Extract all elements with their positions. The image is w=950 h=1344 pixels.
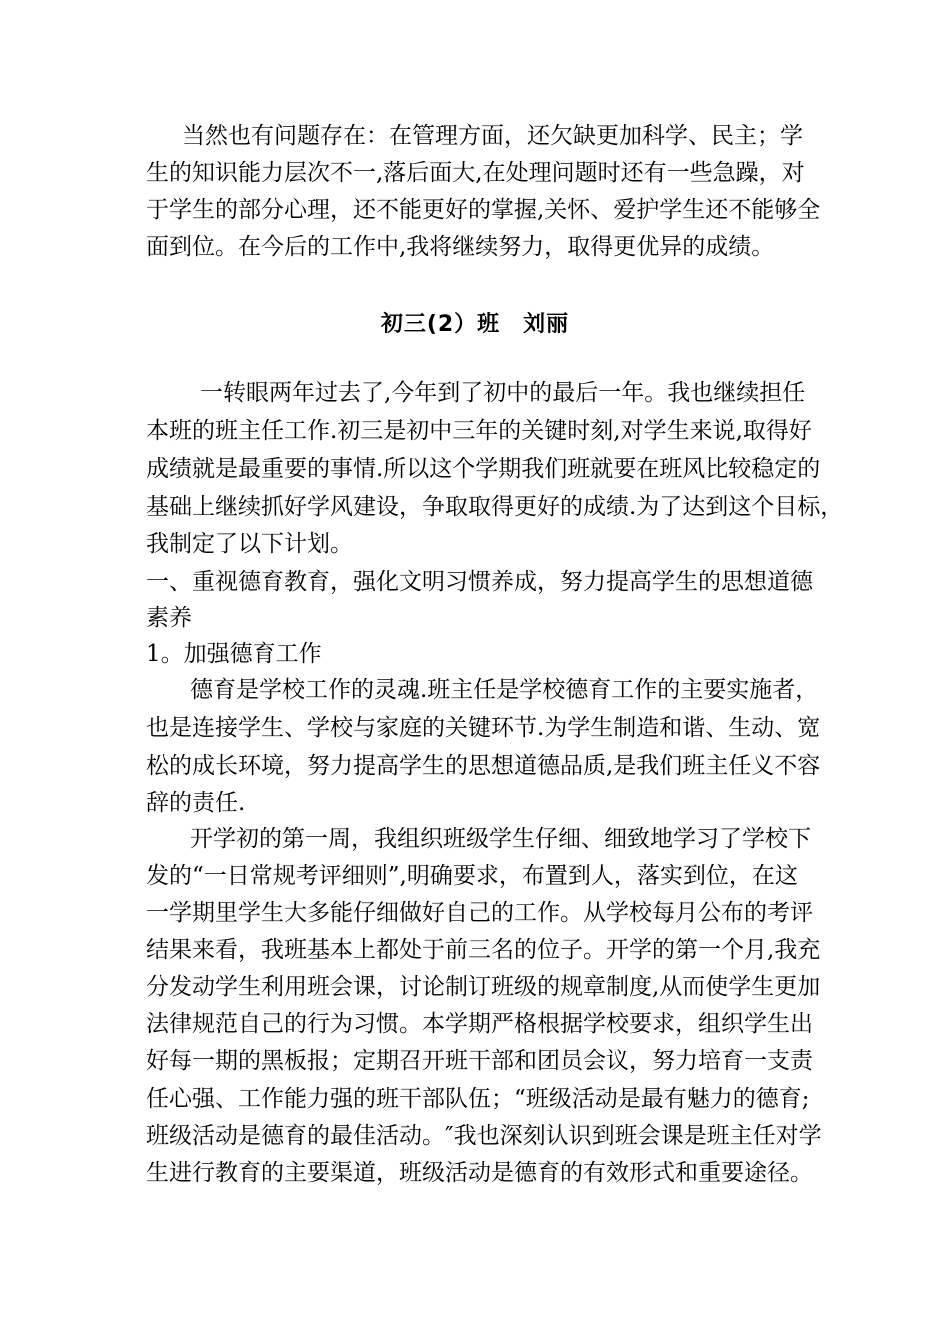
paragraph1-line: 生的知识能力层次不一,落后面大,在处理问题时还有一些急躁，对 — [146, 160, 805, 186]
paragraph2-line: 成绩就是最重要的事情.所以这个学期我们班就要在班风比较稳定的 — [146, 456, 821, 482]
paragraph3-line: 德育是学校工作的灵魂.班主任是学校德育工作的主要实施者， — [190, 677, 819, 703]
paragraph4-line: 任心强、工作能力强的班干部队伍；“班级活动是最有魅力的德育; — [146, 1086, 810, 1112]
paragraph4-line: 开学初的第一周，我组织班级学生仔细、细致地学习了学校下 — [190, 826, 811, 852]
paragraph2-line: 基础上继续抓好学风建设，争取取得更好的成绩.为了达到这个目标， — [146, 494, 844, 520]
section-title: 初三(2）班 刘丽 — [380, 312, 570, 337]
paragraph2-line: 一转眼两年过去了,今年到了初中的最后一年。我也继续担任 — [200, 380, 806, 406]
paragraph1-line: 于学生的部分心理，还不能更好的掌握,关怀、爱护学生还不能够全 — [146, 197, 821, 223]
paragraph4-line: 生进行教育的主要渠道，班级活动是德育的有效形式和重要途径。 — [146, 1160, 813, 1186]
paragraph3-line: 也是连接学生、学校与家庭的关键环节.为学生制造和谐、生动、宽 — [146, 715, 821, 741]
paragraph3-line: 辞的责任. — [146, 790, 246, 816]
subheading1: 1。加强德育工作 — [146, 641, 322, 667]
paragraph4-line: 班级活动是德育的最佳活动。″我也深刻认识到班会课是班主任对学 — [146, 1123, 822, 1149]
paragraph3-line: 松的成长环境，努力提高学生的思想道德品质,是我们班主任义不容 — [146, 753, 821, 779]
paragraph4-line: 法律规范自己的行为习惯。本学期严格根据学校要求，组织学生出 — [146, 1011, 813, 1037]
paragraph4-line: 发的“一日常规考评细则”,明确要求，布置到人，落实到位，在这 — [146, 863, 798, 889]
paragraph1-line: 当然也有问题存在：在管理方面，还欠缺更加科学、民主；学 — [182, 123, 803, 149]
paragraph2-line: 本班的班主任工作.初三是初中三年的关键时刻,对学生来说,取得好 — [146, 418, 812, 444]
paragraph4-line: 分发动学生利用班会课，讨论制订班级的规章制度,从而使学生更加 — [146, 974, 821, 1000]
paragraph2-line: 我制定了以下计划。 — [146, 531, 353, 557]
heading1-line: 一、重视德育教育，强化文明习惯养成，努力提高学生的思想道德 — [146, 569, 813, 595]
paragraph1-line: 面到位。在今后的工作中,我将继续努力，取得更优异的成绩。 — [146, 234, 775, 260]
paragraph4-line: 好每一期的黑板报；定期召开班干部和团员会议，努力培育一支责 — [146, 1048, 813, 1074]
paragraph4-line: 结果来看，我班基本上都处于前三名的位子。开学的第一个月,我充 — [146, 937, 821, 963]
paragraph4-line: 一学期里学生大多能仔细做好自己的工作。从学校每月公布的考评 — [146, 900, 813, 926]
heading1-line: 素养 — [146, 605, 192, 631]
